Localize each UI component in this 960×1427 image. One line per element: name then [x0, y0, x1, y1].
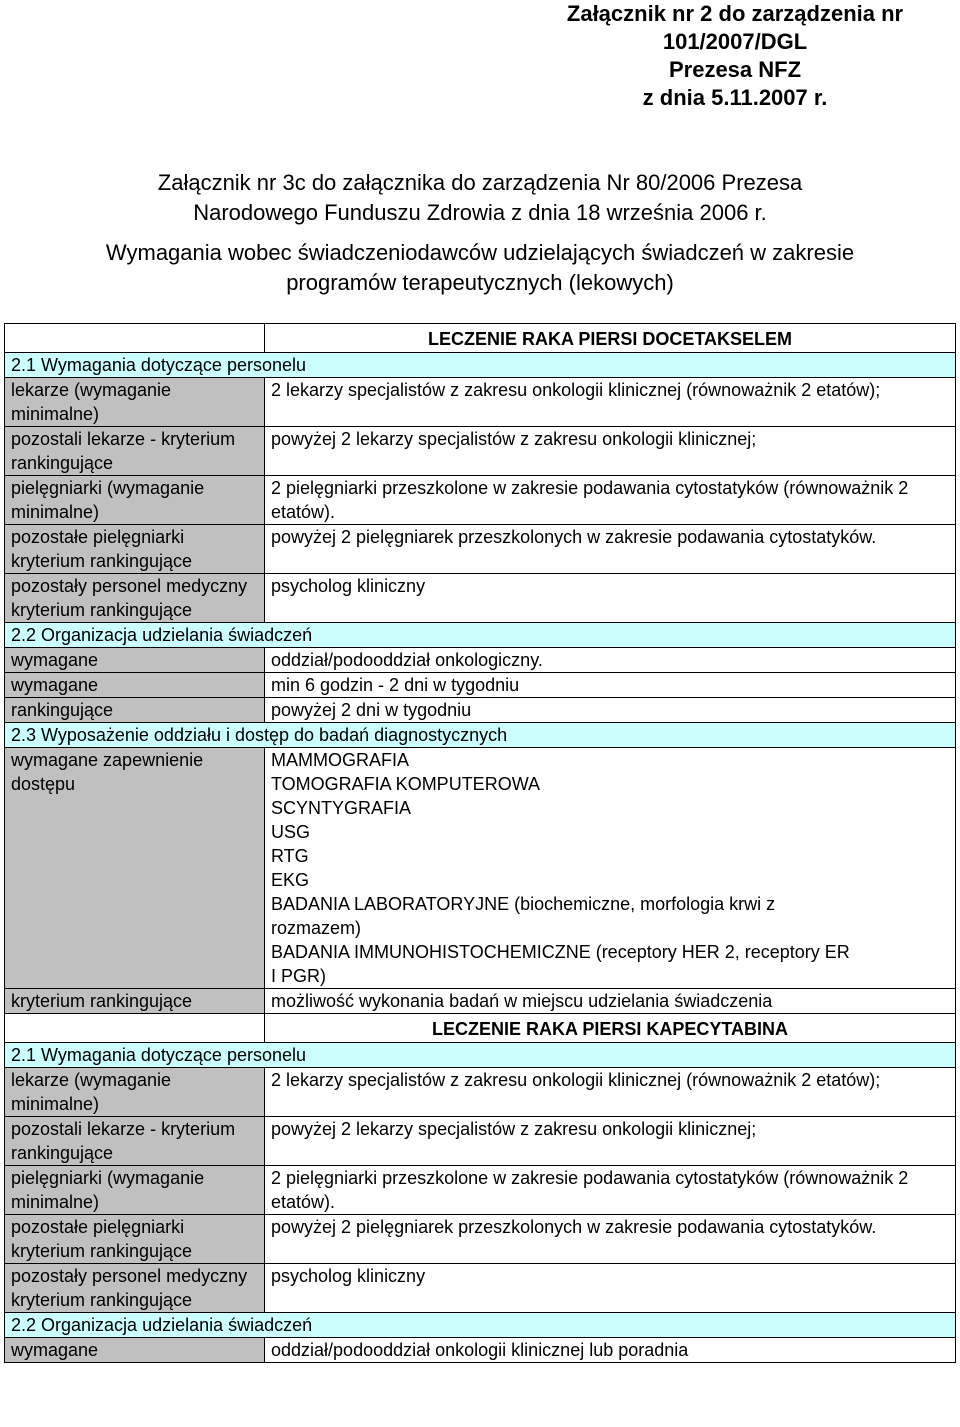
- table-row: [5, 1264, 956, 1313]
- table-row: [5, 1117, 956, 1166]
- row-label: kryterium rankingujące: [5, 989, 265, 1014]
- row-label: pielęgniarki (wymaganie minimalne): [5, 476, 265, 525]
- table-row: [5, 1338, 956, 1363]
- program-title: LECZENIE RAKA PIERSI DOCETAKSELEM: [265, 324, 956, 353]
- heading-line: Wymagania wobec świadczeniodawców udzielających świadczeń w zakresie: [105, 240, 855, 265]
- row-value: możliwość wykonania badań w miejscu udzielania świadczenia: [265, 989, 956, 1014]
- section-row: [5, 1313, 956, 1338]
- row-value: 2 lekarzy specjalistów z zakresu onkologii klinicznej (równoważnik 2 etatów);: [265, 378, 956, 427]
- row-value: 2 pielęgniarki przeszkolone w zakresie podawania cytostatyków (równoważnik 2 etatów).: [265, 1166, 956, 1215]
- row-label: pozostały personel medyczny kryterium rankingujące: [5, 574, 265, 623]
- table-row: [5, 698, 956, 723]
- list-item: EKG: [271, 870, 310, 890]
- requirements-table: [4, 323, 956, 1363]
- section-header: 2.2 Organizacja udzielania świadczeń: [5, 623, 956, 648]
- annex-line: Załącznik nr 2 do zarządzenia nr: [566, 1, 904, 26]
- row-label: pozostałe pielęgniarki kryterium rankingujące: [5, 1215, 265, 1264]
- row-value: oddział/podooddział onkologiczny.: [265, 648, 956, 673]
- section-header: 2.1 Wymagania dotyczące personelu: [5, 353, 956, 378]
- row-label: wymagane zapewnienie dostępu: [5, 748, 265, 989]
- list-item: MAMMOGRAFIA: [271, 750, 409, 770]
- row-value: powyżej 2 dni w tygodniu: [265, 698, 956, 723]
- table-row: [5, 989, 956, 1014]
- section-row: [5, 353, 956, 378]
- table-row: [5, 574, 956, 623]
- row-value: powyżej 2 lekarzy specjalistów z zakresu onkologii klinicznej;: [265, 1117, 956, 1166]
- row-label: pielęgniarki (wymaganie minimalne): [5, 1166, 265, 1215]
- annex-line: z dnia 5.11.2007 r.: [642, 85, 828, 110]
- list-item: I PGR): [271, 966, 327, 986]
- subannex-line: Załącznik nr 3c do załącznika do zarządzenia Nr 80/2006 Prezesa: [157, 170, 803, 195]
- list-item: BADANIA LABORATORYJNE (biochemiczne, morfologia krwi z: [271, 894, 776, 914]
- list-item: SCYNTYGRAFIA: [271, 798, 412, 818]
- list-item: rozmazem): [271, 918, 362, 938]
- row-label: pozostali lekarze - kryterium rankingujące: [5, 1117, 265, 1166]
- row-value: min 6 godzin - 2 dni w tygodniu: [265, 673, 956, 698]
- list-item: USG: [271, 822, 311, 842]
- heading-line: programów terapeutycznych (lekowych): [286, 270, 674, 295]
- list-item: TOMOGRAFIA KOMPUTEROWA: [271, 774, 541, 794]
- annex-line: 101/2007/DGL: [662, 29, 808, 54]
- row-value: 2 lekarzy specjalistów z zakresu onkologii klinicznej (równoważnik 2 etatów);: [265, 1068, 956, 1117]
- table-row: [5, 673, 956, 698]
- program-title-row: [5, 1014, 956, 1043]
- section-row: [5, 1043, 956, 1068]
- list-item: RTG: [271, 846, 309, 866]
- list-item: BADANIA IMMUNOHISTOCHEMICZNE (receptory HER 2, receptory ER: [271, 942, 850, 962]
- section-header: 2.1 Wymagania dotyczące personelu: [5, 1043, 956, 1068]
- program-title-row: [5, 324, 956, 353]
- equipment-list: [265, 748, 956, 989]
- row-value: powyżej 2 pielęgniarek przeszkolonych w zakresie podawania cytostatyków.: [265, 525, 956, 574]
- subannex-header: [0, 168, 960, 228]
- row-label: wymagane: [5, 648, 265, 673]
- section-header: 2.3 Wyposażenie oddziału i dostęp do badań diagnostycznych: [5, 723, 956, 748]
- row-value: oddział/podooddział onkologii klinicznej lub poradnia: [265, 1338, 956, 1363]
- row-value: 2 pielęgniarki przeszkolone w zakresie podawania cytostatyków (równoważnik 2 etatów).: [265, 476, 956, 525]
- row-label: wymagane: [5, 1338, 265, 1363]
- table-row: [5, 427, 956, 476]
- table-row: [5, 476, 956, 525]
- row-label: pozostałe pielęgniarki kryterium rankingujące: [5, 525, 265, 574]
- table-row: [5, 1068, 956, 1117]
- annex-header: [520, 0, 950, 112]
- row-value: psycholog kliniczny: [265, 574, 956, 623]
- table-row: [5, 648, 956, 673]
- row-value: powyżej 2 pielęgniarek przeszkolonych w zakresie podawania cytostatyków.: [265, 1215, 956, 1264]
- row-value: powyżej 2 lekarzy specjalistów z zakresu onkologii klinicznej;: [265, 427, 956, 476]
- program-title: LECZENIE RAKA PIERSI KAPECYTABINA: [265, 1014, 956, 1043]
- row-label: pozostali lekarze - kryterium rankingujące: [5, 427, 265, 476]
- row-label: rankingujące: [5, 698, 265, 723]
- table-row: [5, 525, 956, 574]
- section-row: [5, 623, 956, 648]
- row-label: lekarze (wymaganie minimalne): [5, 1068, 265, 1117]
- subannex-line: Narodowego Funduszu Zdrowia z dnia 18 września 2006 r.: [193, 200, 767, 225]
- row-label: wymagane: [5, 673, 265, 698]
- row-label: pozostały personel medyczny kryterium rankingujące: [5, 1264, 265, 1313]
- row-value: psycholog kliniczny: [265, 1264, 956, 1313]
- table-row: [5, 1166, 956, 1215]
- document-heading: [0, 238, 960, 298]
- table-row: [5, 748, 956, 989]
- section-header: 2.2 Organizacja udzielania świadczeń: [5, 1313, 956, 1338]
- section-row: [5, 723, 956, 748]
- row-label: lekarze (wymaganie minimalne): [5, 378, 265, 427]
- annex-line: Prezesa NFZ: [668, 57, 802, 82]
- table-row: [5, 378, 956, 427]
- table-row: [5, 1215, 956, 1264]
